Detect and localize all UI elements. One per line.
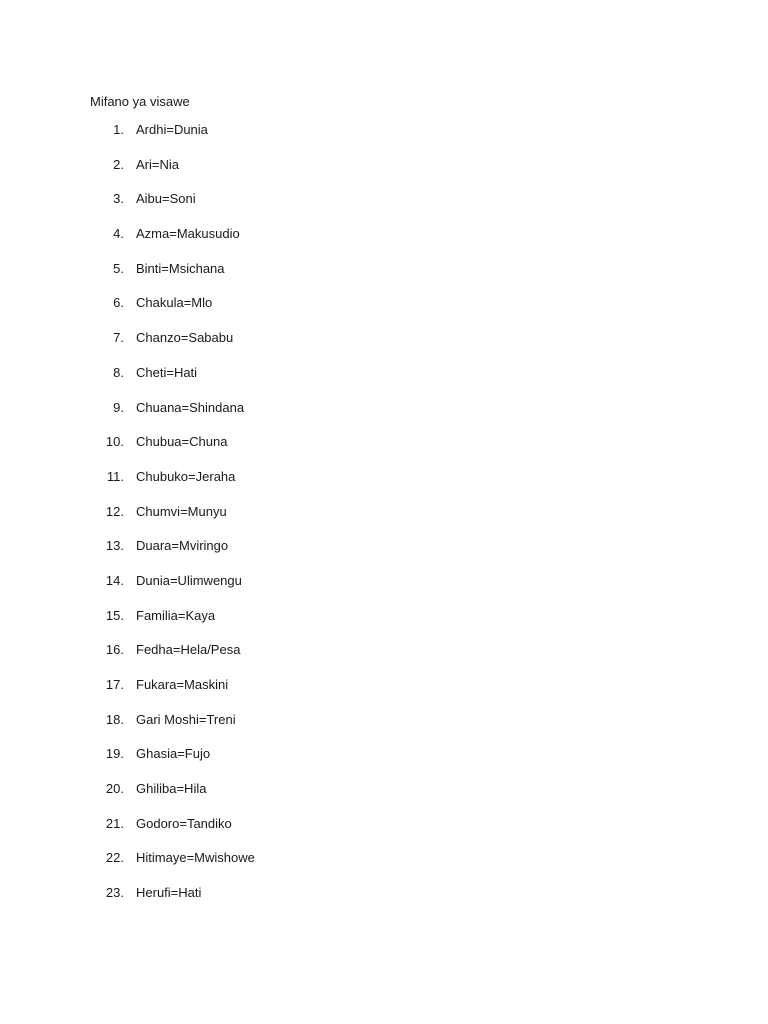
- list-item-number: 23.: [105, 885, 124, 901]
- list-item-number: 11.: [106, 468, 124, 484]
- list-item-number: 10.: [105, 434, 124, 450]
- document-title: Mifano ya visawe: [90, 94, 190, 109]
- list-item: [0, 190, 768, 225]
- list-item: [0, 329, 768, 364]
- list-item-text: Familia=Kaya: [136, 607, 216, 623]
- list-item: [0, 294, 768, 329]
- list-item-number: 4.: [113, 226, 124, 242]
- list-item-text: Ardhi=Dunia: [136, 122, 208, 137]
- list-item-number: 21.: [105, 815, 124, 831]
- list-item-number: 5.: [113, 260, 124, 276]
- list-item: [0, 572, 768, 607]
- list-item: [0, 225, 768, 260]
- list-item-text: Ghiliba=Hila: [136, 781, 207, 797]
- list-item-number: 2.: [113, 156, 124, 172]
- list-item-text: Ghasia=Fujo: [136, 746, 211, 762]
- list-item-number: 3.: [113, 191, 124, 207]
- list-item: [0, 745, 768, 780]
- list-item-text: Ari=Nia: [136, 156, 179, 172]
- list-item: [0, 849, 768, 884]
- list-item-number: 7.: [113, 330, 124, 346]
- list-item: [0, 607, 768, 642]
- list-item-number: 14.: [105, 572, 124, 588]
- list-item-text: Chuana=Shindana: [136, 399, 245, 415]
- list-item: [0, 641, 768, 676]
- list-item: [0, 537, 768, 572]
- list-item-text: Chanzo=Sababu: [136, 330, 234, 346]
- list-item-text: Chumvi=Munyu: [136, 503, 227, 519]
- list-item-number: 20.: [105, 781, 124, 797]
- list-item-number: 16.: [105, 642, 124, 658]
- list-item: [0, 121, 768, 156]
- list-item-number: 1.: [113, 122, 124, 137]
- list-item: [0, 676, 768, 711]
- list-item-text: Chubuko=Jeraha: [136, 468, 236, 484]
- list-item-number: 19.: [105, 746, 124, 762]
- list-item-number: 15.: [105, 607, 124, 623]
- list-item-text: Herufi=Hati: [136, 885, 202, 901]
- list-item-text: Gari Moshi=Treni: [136, 711, 236, 727]
- list-item-text: Fukara=Maskini: [136, 677, 229, 692]
- list-item-number: 17.: [105, 677, 124, 692]
- list-item-text: Aibu=Soni: [136, 191, 196, 207]
- list-item: [0, 433, 768, 468]
- list-item: [0, 503, 768, 538]
- list-item-text: Hitimaye=Mwishowe: [136, 850, 255, 866]
- list-item-number: 18.: [105, 711, 124, 727]
- list-item: [0, 884, 768, 919]
- list-item-text: Chubua=Chuna: [136, 434, 228, 450]
- list-item: [0, 815, 768, 850]
- list-item: [0, 260, 768, 295]
- list-item-number: 8.: [113, 364, 124, 380]
- list-item-text: Dunia=Ulimwengu: [136, 572, 242, 588]
- list-item-number: 12.: [105, 503, 124, 519]
- list-item-text: Fedha=Hela/Pesa: [136, 642, 241, 658]
- list-item-text: Duara=Mviringo: [136, 538, 229, 554]
- list-item-text: Binti=Msichana: [136, 260, 225, 276]
- list-item: [0, 711, 768, 746]
- list-item-text: Godoro=Tandiko: [136, 815, 232, 831]
- list-item-text: Cheti=Hati: [136, 364, 198, 380]
- list-item-number: 22.: [105, 850, 124, 866]
- list-item: [0, 780, 768, 815]
- list-item: [0, 399, 768, 434]
- list-item-text: Azma=Makusudio: [136, 226, 240, 242]
- list-item: [0, 364, 768, 399]
- synonym-list: [0, 121, 768, 919]
- list-item: [0, 156, 768, 191]
- list-item-number: 9.: [113, 399, 124, 415]
- list-item-number: 6.: [113, 295, 124, 311]
- list-item-text: Chakula=Mlo: [136, 295, 213, 311]
- list-item-number: 13.: [105, 538, 124, 554]
- list-item: [0, 468, 768, 503]
